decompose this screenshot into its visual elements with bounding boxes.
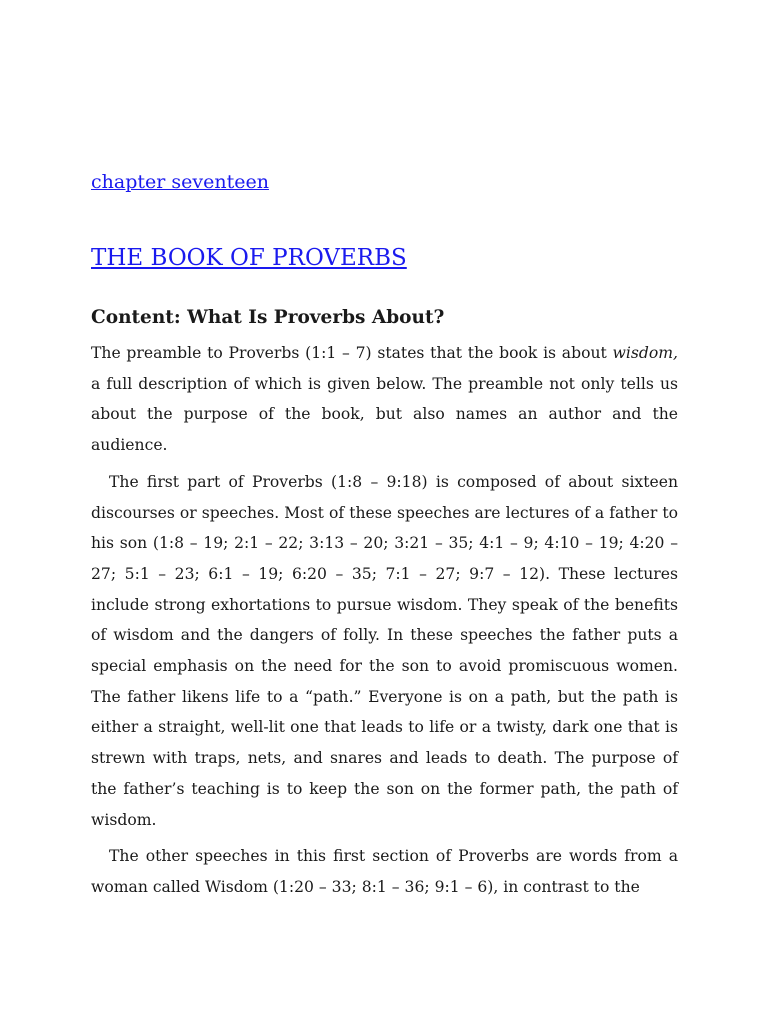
chapter-link[interactable]: chapter seventeen [91,171,269,193]
body-text [91,338,678,909]
paragraph-1-italic: wisdom, [612,344,678,362]
paragraph-2: The first part of Proverbs (1:8 – 9:18) is composed of about sixteen discourses or speeches. Most of these speeches are lectures of a father to his son (1:8 – 19; 2:1 – 22; 3:13 – 20; 3:21 – 35; 4:1 – 9; 4:10 – 19; 4:20 – 27; 5:1 – 23; 6:1 – 19; 6:20 – 35; 7:1 – 27; 9:7 – 12). These lectures include strong exhortations to pursue wisdom. They speak of the benefits of wisdom and the dangers of folly. In these speeches the father puts a special emphasis on the need for the son to avoid promiscuous women. The father likens life to a “path.” Everyone is on a path, but the path is either a straight, well-lit one that leads to life or a twisty, dark one that is strewn with traps, nets, and snares and leads to death. The purpose of the father’s teaching is to keep the son on the former path, the path of wisdom. [91,472,678,829]
paragraph-1-text-end: a full description of which is given below. The preamble not only tells us about the purpose of the book, but also names an author and the audience. [91,374,678,455]
book-title-link[interactable]: THE BOOK OF PROVERBS [91,245,407,271]
paragraph-1 [91,338,678,461]
paragraph-3: The other speeches in this first section of Proverbs are words from a woman called Wisdom (1:20 – 33; 8:1 – 36; 9:1 – 6), in contrast to the [91,847,678,896]
paragraph-1-text-start: The preamble to Proverbs (1:1 – 7) states that the book is about [91,344,613,362]
section-heading: Content: What Is Proverbs About? [91,307,445,328]
